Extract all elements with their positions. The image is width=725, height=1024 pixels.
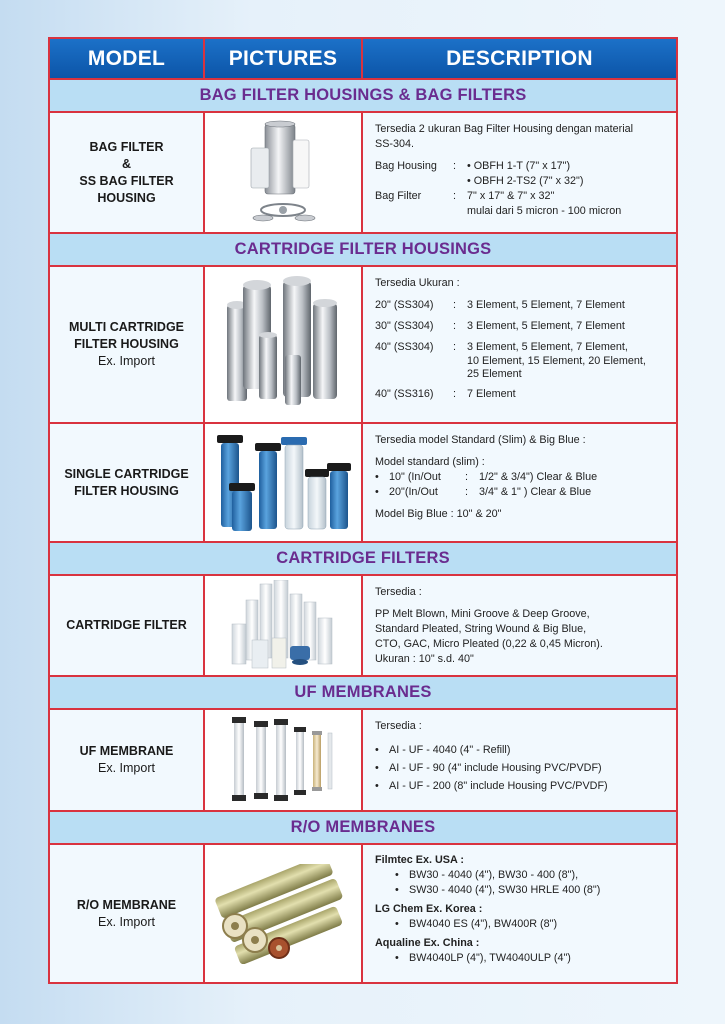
- model-name: FILTER HOUSING: [74, 483, 179, 498]
- manufacturer-title: Aqualine Ex. China :: [375, 937, 480, 949]
- model-name: &: [121, 156, 132, 171]
- section-cartridge-filters-title: CARTRIDGE FILTERS: [50, 543, 676, 576]
- model-name: SINGLE CARTRIDGE: [64, 466, 189, 481]
- list-item: BW30 - 4040 (4"), BW30 - 400 (8"),: [409, 869, 579, 881]
- table-header: [50, 39, 676, 80]
- picture-cell: [205, 113, 363, 232]
- header-description: DESCRIPTION: [446, 46, 593, 70]
- model-origin: Ex. Import: [98, 354, 155, 368]
- desc-key: 40" (SS304): [375, 341, 434, 353]
- description-cell: [363, 576, 676, 675]
- desc-key: 20" (SS304): [375, 299, 434, 311]
- picture-cell: [205, 845, 363, 982]
- description-cell: Tersedia Ukuran : 20" (SS304) : 3 Element, 5 Element, 7 Element 30" (SS304) : 3 Element, 5 Element, 7 Element 40" (SS304) : 3 Element, 5 Element, 7 Element, 10 Element, 15 Element, 20 Element, 25 Element 40" (SS316) : 7 Element: [363, 267, 676, 422]
- picture-cell: [205, 267, 363, 422]
- picture-cell: [205, 710, 363, 810]
- cartridge-filter-image: [218, 580, 348, 672]
- desc-line: Model Big Blue : 10" & 20": [375, 508, 502, 520]
- model-cell: [50, 424, 205, 541]
- desc-value: 7" x 17" & 7" x 32": [467, 190, 555, 202]
- desc-key: 20"(In/Out: [389, 486, 438, 498]
- description-cell: Tersedia 2 ukuran Bag Filter Housing dengan material SS-304. Bag Housing : • OBFH 1-T (7" x 17") • OBFH 2-TS2 (7" x 32") Bag Filter : 7" x 17" & 7" x 32" mulai dari 5 micron - 100 micron: [363, 113, 676, 232]
- description-cell: Tersedia : • AI - UF - 4040 (4" - Refill) • AI - UF - 90 (4" include Housing PVC/PVDF) • AI - UF - 200 (8" include Housing PVC/PVDF): [363, 710, 676, 810]
- manufacturer-title: LG Chem Ex. Korea :: [375, 903, 483, 915]
- row-uf-membrane: [50, 710, 676, 812]
- desc-value: 1/2" & 3/4") Clear & Blue: [479, 471, 598, 483]
- header-pictures: PICTURES: [205, 39, 363, 78]
- desc-line: CTO, GAC, Micro Pleated (0,22 & 0,45 Micron).: [375, 638, 603, 650]
- model-name: BAG FILTER: [89, 139, 164, 154]
- desc-line: SS-304.: [375, 138, 415, 150]
- product-table: [48, 37, 678, 984]
- desc-line: Model standard (slim) :: [375, 456, 485, 468]
- desc-value: 3 Element, 5 Element, 7 Element,: [467, 341, 628, 353]
- model-cell: [50, 845, 205, 982]
- desc-value: 10 Element, 15 Element, 20 Element,: [467, 355, 646, 367]
- ro-membrane-image: [213, 864, 353, 964]
- desc-line: Tersedia Ukuran :: [375, 277, 460, 289]
- single-cartridge-housing-image: [213, 429, 353, 537]
- list-item: AI - UF - 90 (4" include Housing PVC/PVDF): [389, 762, 602, 774]
- section-ro-title: R/O MEMBRANES: [50, 812, 676, 845]
- model-cell: [50, 576, 205, 675]
- model-cell: [50, 267, 205, 422]
- desc-value: 7 Element: [467, 388, 516, 400]
- desc-line: Tersedia :: [375, 720, 422, 732]
- desc-line: Tersedia 2 ukuran Bag Filter Housing dengan material: [375, 123, 634, 135]
- section-bag-filter-title: BAG FILTER HOUSINGS & BAG FILTERS: [50, 80, 676, 113]
- model-cell: [50, 710, 205, 810]
- list-item: AI - UF - 4040 (4" - Refill): [389, 744, 511, 756]
- desc-value: mulai dari 5 micron - 100 micron: [467, 205, 622, 217]
- desc-line: Standard Pleated, String Wound & Big Blue,: [375, 623, 587, 635]
- model-name: SS BAG FILTER: [79, 173, 174, 188]
- list-item: BW4040 ES (4"), BW400R (8"): [409, 918, 558, 930]
- desc-value: 3/4" & 1" ) Clear & Blue: [479, 486, 592, 498]
- desc-value: • OBFH 1-T (7" x 17"): [467, 160, 571, 172]
- header-model: MODEL: [50, 39, 205, 78]
- description-cell: Tersedia model Standard (Slim) & Big Blue : Model standard (slim) : • 10" (In/Out : 1/2" & 3/4") Clear & Blue • 20"(In/Out : 3/4" & 1" ) Clear & Blue Model Big Blue : 10" & 20": [363, 424, 676, 541]
- desc-key: 40" (SS316): [375, 388, 434, 400]
- desc-line: Ukuran : 10" s.d. 40": [375, 653, 474, 665]
- model-name: HOUSING: [97, 190, 156, 205]
- desc-value: • OBFH 2-TS2 (7" x 32"): [467, 175, 584, 187]
- bag-filter-housing-image: [233, 118, 333, 228]
- multi-cartridge-housing-image: [213, 275, 353, 415]
- picture-cell: [205, 576, 363, 675]
- desc-value: 3 Element, 5 Element, 7 Element: [467, 320, 625, 332]
- row-cartridge-filter: [50, 576, 676, 677]
- desc-line: PP Melt Blown, Mini Groove & Deep Groove,: [375, 608, 590, 620]
- row-single-cartridge: [50, 424, 676, 543]
- section-uf-title: UF MEMBRANES: [50, 677, 676, 710]
- model-origin: Ex. Import: [98, 914, 155, 929]
- model-name: UF MEMBRANE: [79, 744, 174, 758]
- section-cartridge-housings-title: CARTRIDGE FILTER HOUSINGS: [50, 234, 676, 267]
- desc-value: 25 Element: [467, 368, 522, 380]
- desc-key: 30" (SS304): [375, 320, 434, 332]
- desc-key: 10" (In/Out: [389, 471, 441, 483]
- picture-cell: [205, 424, 363, 541]
- model-name: MULTI CARTRIDGE: [68, 320, 185, 334]
- manufacturer-title: Filmtec Ex. USA :: [375, 854, 464, 866]
- model-cell: [50, 113, 205, 232]
- model-name: FILTER HOUSING: [74, 337, 179, 351]
- description-cell: Filmtec Ex. USA : • BW30 - 4040 (4"), BW30 - 400 (8"), • SW30 - 4040 (4"), SW30 HRLE 400 (8") LG Chem Ex. Korea : • BW4040 ES (4"), BW400R (8") Aqualine Ex. China : • BW4040LP (4"), TW4040ULP (4"): [363, 845, 676, 982]
- model-name: CARTRIDGE FILTER: [66, 618, 187, 632]
- desc-line: Tersedia model Standard (Slim) & Big Blue :: [375, 434, 586, 446]
- desc-key: Bag Filter: [375, 190, 422, 202]
- list-item: SW30 - 4040 (4"), SW30 HRLE 400 (8"): [409, 884, 601, 896]
- desc-line: Tersedia :: [375, 586, 422, 598]
- uf-membrane-image: [228, 713, 338, 807]
- row-bag-filter: [50, 113, 676, 234]
- desc-value: 3 Element, 5 Element, 7 Element: [467, 299, 625, 311]
- model-name: R/O MEMBRANE: [76, 897, 177, 912]
- row-multi-cartridge: [50, 267, 676, 424]
- row-ro-membrane: [50, 845, 676, 982]
- list-item: AI - UF - 200 (8" include Housing PVC/PVDF): [389, 780, 608, 792]
- desc-key: Bag Housing: [375, 160, 437, 172]
- model-origin: Ex. Import: [98, 761, 155, 775]
- list-item: BW4040LP (4"), TW4040ULP (4"): [409, 952, 571, 964]
